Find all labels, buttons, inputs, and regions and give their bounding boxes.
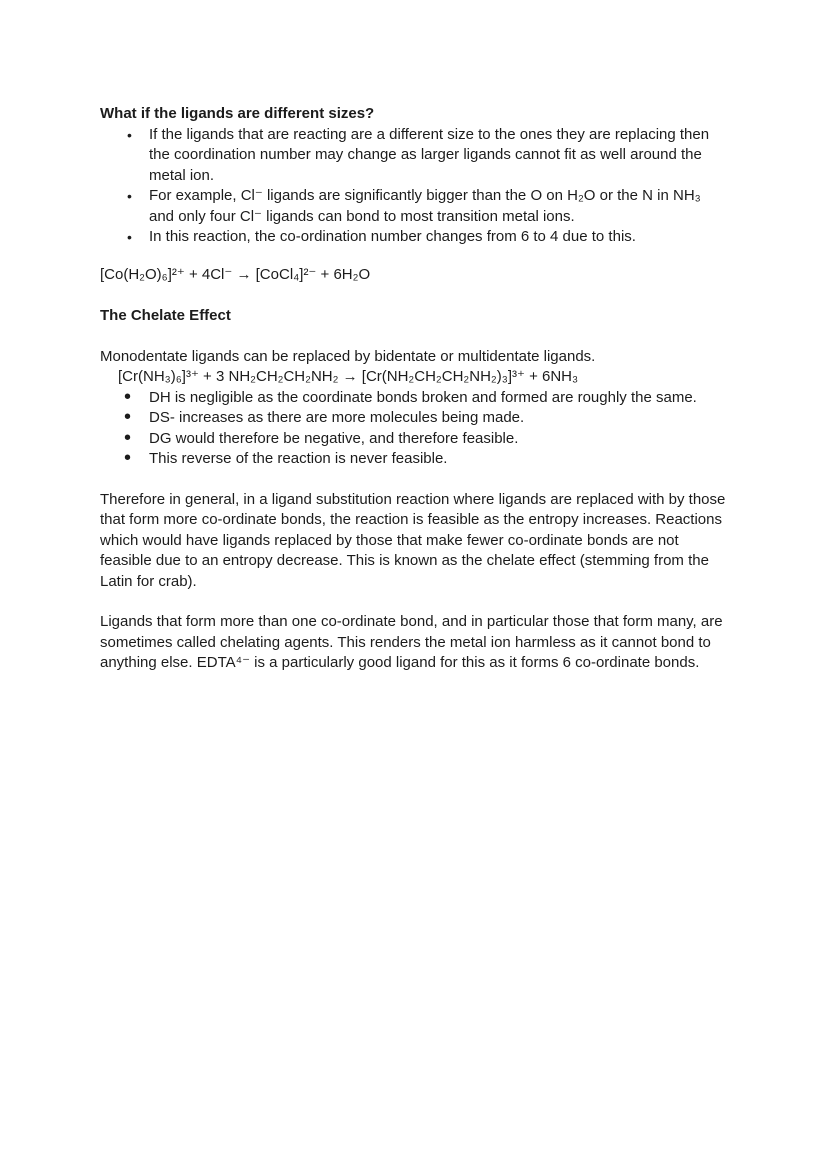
list-item: • In this reaction, the co-ordination number changes from 6 to 4 due to this. [100,227,728,248]
list-item: • DH is negligible as the coordinate bonds broken and formed are roughly the same. [100,388,728,409]
ligand-sizes-bullet-list [100,125,728,248]
section-heading-ligand-sizes: What if the ligands are different sizes? [100,105,375,122]
list-item: • DS- increases as there are more molecules being made. [100,408,728,429]
chelate-intro-text: Monodentate ligands can be replaced by bidentate or multidentate ligands. [100,347,596,365]
chromium-ethylenediamine-equation: [Cr(NH₃)₆]³⁺ + 3 NH₂CH₂CH₂NH₂ → [Cr(NH₂CH₂CH₂NH₂)₃]³⁺ + 6NH₃ [118,368,579,385]
list-item: • If the ligands that are reacting are a different size to the ones they are replacing then the coordination number may change as larger ligands cannot fit as well around the metal ion. [100,125,728,187]
list-item: • DG would therefore be negative, and therefore feasible. [100,429,728,450]
chelate-bullet-list [100,388,728,470]
cobalt-chloride-equation: [Co(H₂O)₆]²⁺ + 4Cl⁻ → [CoCl₄]²⁻ + 6H₂O [100,265,371,283]
chelating-agents-paragraph: Ligands that form more than one co-ordinate bond, and in particular those that form many, are sometimes called chelating agents. This renders the metal ion harmless as it cannot bond to anything else. EDTA⁴⁻ is a particularly good ligand for this as it forms 6 co-ordinate bonds. [100,613,723,671]
list-item: • This reverse of the reaction is never feasible. [100,449,728,470]
chelate-general-paragraph: Therefore in general, in a ligand substitution reaction where ligands are replaced with by those that form more co-ordinate bonds, the reaction is feasible as the entropy increases. Reactions which would have ligands replaced by those that make fewer co-ordinate bonds are not feasible due to an entropy decrease. This is known as the chelate effect (stemming from the Latin for crab). [100,490,726,590]
section-heading-chelate-effect: The Chelate Effect [100,307,231,324]
list-item: • For example, Cl⁻ ligands are significantly bigger than the O on H₂O or the N in NH₃ and only four Cl⁻ ligands can bond to most transition metal ions. [100,186,728,227]
